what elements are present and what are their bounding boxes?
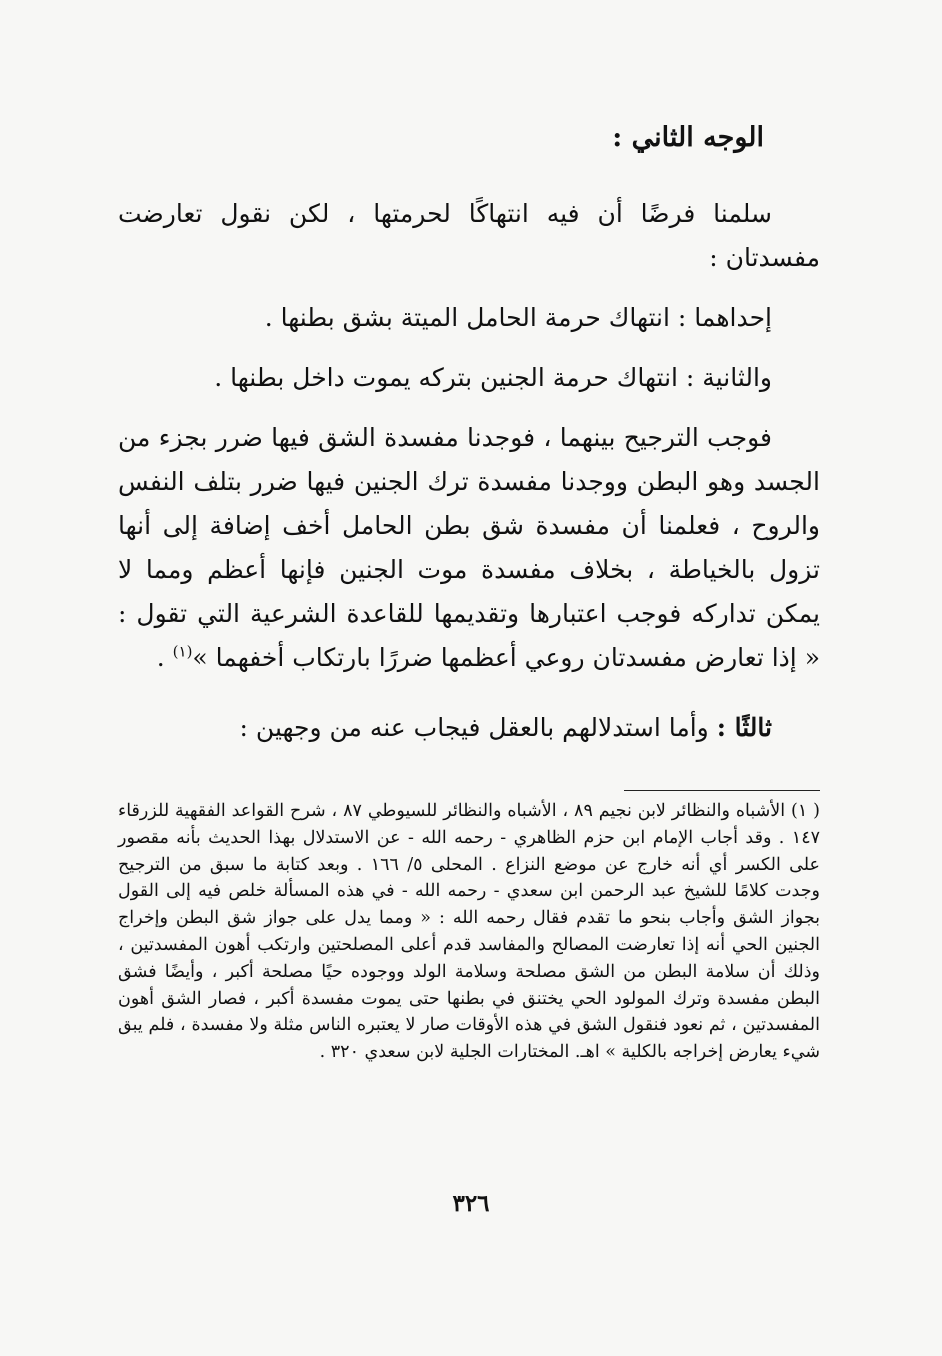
paragraph-third-point [118, 706, 820, 750]
third-point-label: ثالثًا : [716, 713, 772, 742]
footnote-divider [624, 790, 820, 791]
paragraph-first-harm: إحداهما : انتهاك حرمة الحامل الميتة بشق بطنها . [264, 303, 772, 332]
footnote-text: ( ١) الأشباه والنظائر لابن نجيم ٨٩ ، الأشباه والنظائر للسيوطي ٨٧ ، شرح القواعد الفقهية للزرقاء ١٤٧ . وقد أجاب الإمام ابن حزم الظاهري - رحمه الله - عن الاستدلال بهذا الحديث بأنه مقصور على الكسر أي أنه خارج عن موضع النزاع . المحلى ٥/ ١٦٦ . وبعد كتابة ما سبق من الترجيح وجدت كلامًا للشيخ عبد الرحمن ابن سعدي - رحمه الله - في هذه المسألة خلص فيه إلى القول بجواز الشق وأجاب بنحو ما تقدم فقال رحمه الله : « ومما يدل على جواز شق البطن وإخراج الجنين الحي أنه إذا تعارضت المصالح والمفاسد قدم أعلى المصلحتين وارتكب أهون المفسدتين ، وذلك أن سلامة البطن من الشق مصلحة وسلامة الولد ووجوده حيًا مصلحة أكبر ، وأيضًا فشق البطن مفسدة وترك المولود الحي يختنق في بطنها حتى يموت مفسدة أكبر ، فصار الشق أهون المفسدتين ، ثم نعود فنقول الشق في هذه الأوقات صار لا يعتبره الناس مثلة ولا مفسدة ، فلم يبق شيء يعارض إخراجه بالكلية » اهـ. المختارات الجلية لابن سعدي ٣٢٠ . [118, 801, 820, 1063]
page-number: ٣٢٦ [452, 1190, 490, 1217]
paragraph-second-harm: والثانية : انتهاك حرمة الجنين بتركه يموت داخل بطنها . [214, 363, 772, 392]
third-point-text: وأما استدلالهم بالعقل فيجاب عنه من وجهين : [239, 713, 717, 742]
paragraph-preference-text: فوجب الترجيح بينهما ، فوجدنا مفسدة الشق فيها ضرر بجزء من الجسد وهو البطن ووجدنا مفسدة ترك الجنين فيها ضرر بتلف النفس والروح ، فعلمنا أن مفسدة شق بطن الحامل أخف إضافة إلى أنها تزول بالخياطة ، بخلاف مفسدة موت الجنين فإنها أعظم ومما لا يمكن تداركه فوجب اعتبارها وتقديمها للقاعدة الشرعية التي تقول : « إذا تعارض مفسدتان روعي أعظمها ضررًا بارتكاب أخفهما » [118, 423, 820, 672]
paragraph-preference-end: . [156, 643, 173, 672]
section-heading: الوجه الثاني : [612, 122, 764, 153]
footnote-reference: (١) [172, 642, 193, 661]
paragraph-premise: سلمنا فرضًا أن فيه انتهاكًا لحرمتها ، لكن نقول تعارضت مفسدتان : [118, 199, 820, 272]
paragraph-preference [118, 416, 820, 680]
